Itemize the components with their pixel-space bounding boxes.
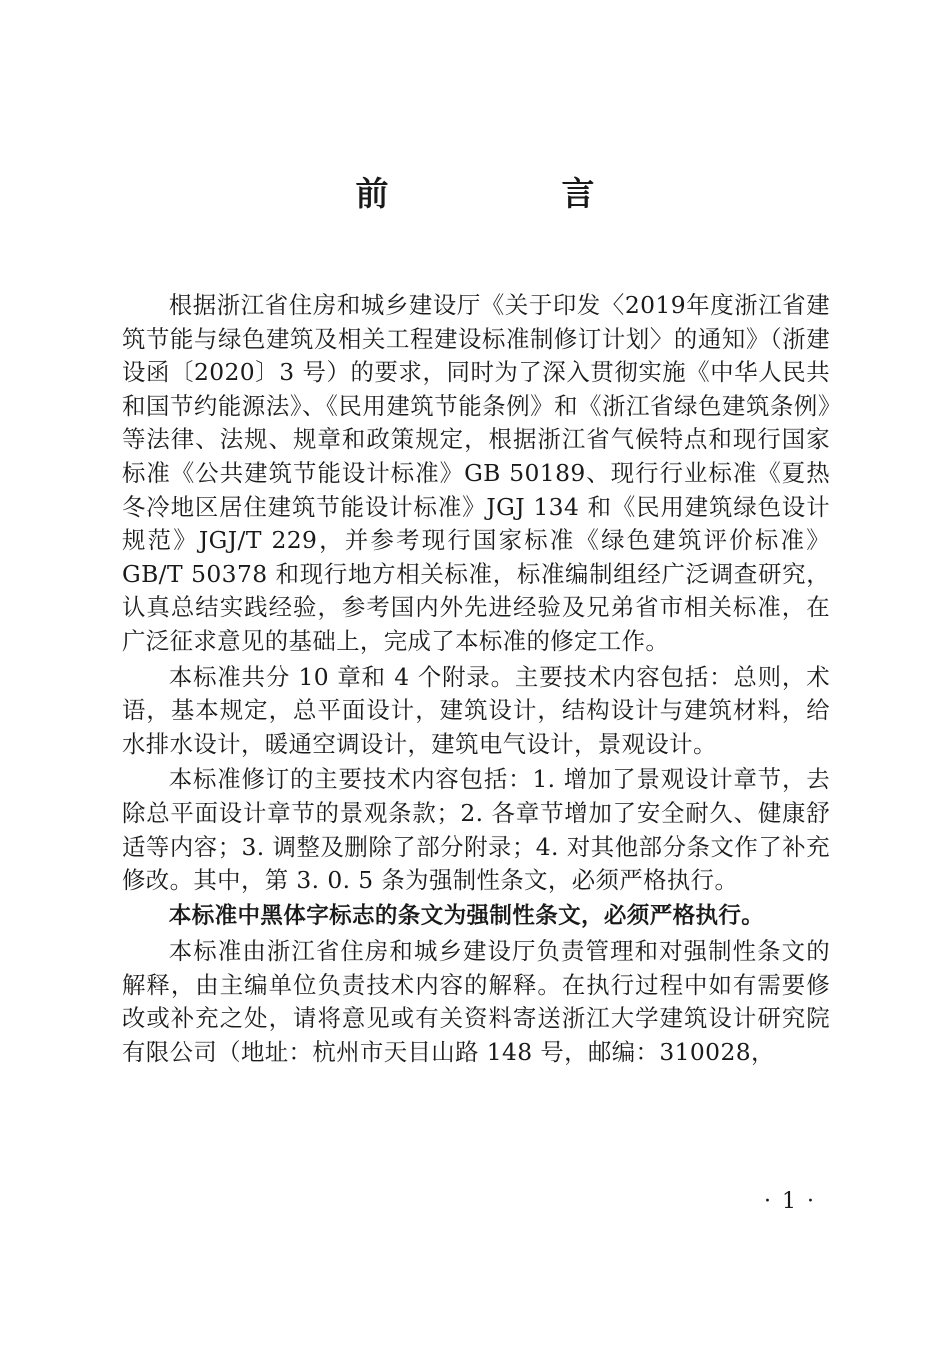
- body-text: [122, 289, 830, 1070]
- paragraph-contents: 本标准共分 10 章和 4 个附录。主要技术内容包括：总则，术语，基本规定，总平面设计，建筑设计，结构设计与建筑材料，给水排水设计，暖通空调设计，建筑电气设计，景观设计。: [122, 662, 830, 758]
- paragraph-mandatory-note: 本标准中黑体字标志的条文为强制性条文，必须严格执行。: [168, 902, 765, 929]
- page-title: 前 言: [355, 174, 665, 213]
- paragraph-revisions: 本标准修订的主要技术内容包括：1. 增加了景观设计章节，去除总平面设计章节的景观条款；2. 各章节增加了安全耐久、健康舒适等内容；3. 调整及删除了部分附录；4. 对其他部分条文作了补充修改。其中，第 3. 0. 5 条为强制性条文，必须严格执行。: [122, 765, 830, 895]
- page-number: · 1 ·: [764, 1189, 816, 1214]
- paragraph-administration: 本标准由浙江省住房和城乡建设厅负责管理和对强制性条文的解释，由主编单位负责技术内容的解释。在执行过程中如有需要修改或补充之处，请将意见或有关资料寄送浙江大学建筑设计研究院有限公司（地址：杭州市天目山路 148 号，邮编：310028，: [122, 937, 830, 1067]
- paragraph-background: 根据浙江省住房和城乡建设厅《关于印发〈2019年度浙江省建筑节能与绿色建筑及相关工程建设标准制修订计划〉的通知》（浙建设函〔2020〕3 号）的要求，同时为了深入贯彻实施《中华人民共和国节约能源法》、《民用建筑节能条例》和《浙江省绿色建筑条例》等法律、法规、规章和政策规定，根据浙江省气候特点和现行国家标准《公共建筑节能设计标准》GB 50189、现行行业标准《夏热冬冷地区居住建筑节能设计标准》JGJ 134 和《民用建筑绿色设计规范》JGJ/T 229，并参考现行国家标准《绿色建筑评价标准》GB/T 50378 和现行地方相关标准，标准编制组经广泛调查研究，认真总结实践经验，参考国内外先进经验及兄弟省市相关标准，在广泛征求意见的基础上，完成了本标准的修定工作。: [122, 291, 830, 655]
